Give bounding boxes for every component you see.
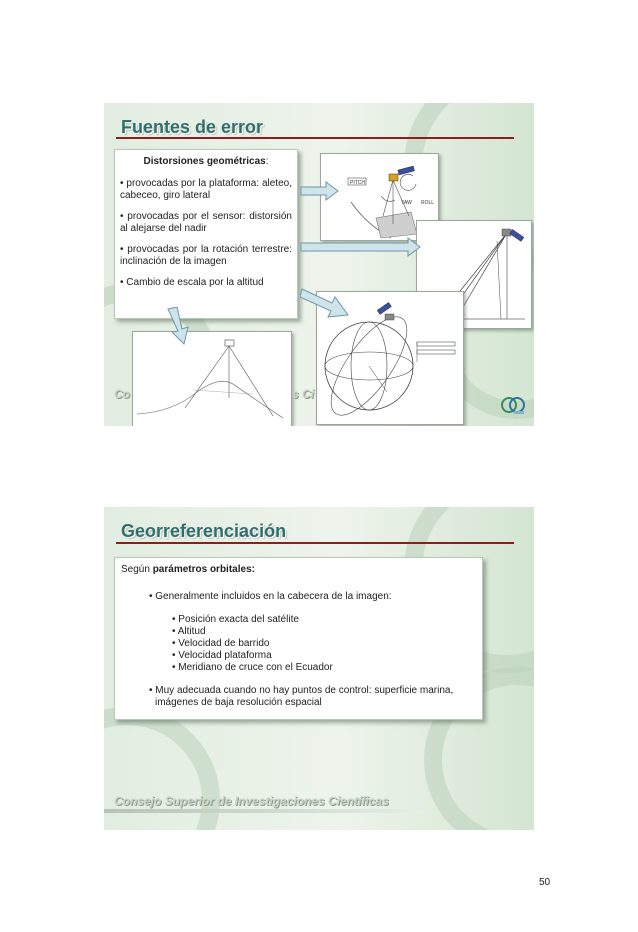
intro-text: Según bbox=[121, 564, 153, 575]
footer-text: Co bbox=[114, 387, 130, 401]
pitch-label: PITCH bbox=[350, 180, 365, 186]
roll-label: ROLL bbox=[421, 200, 435, 206]
csic-logo-icon bbox=[500, 396, 526, 416]
footer-bar bbox=[104, 809, 424, 813]
arrow-icon bbox=[300, 237, 422, 257]
distortions-heading: Distorsiones geométricas bbox=[143, 156, 266, 167]
page-number: 50 bbox=[539, 877, 551, 888]
header-note: • Generalmente incluidos en la cabecera de la imagen: bbox=[149, 591, 392, 602]
footer-text: Consejo Superior de Investigaciones Científicas bbox=[114, 794, 389, 808]
parameter-item: • Posición exacta del satélite bbox=[172, 614, 299, 625]
distortion-item: • provocadas por la rotación terrestre: inclinación de la imagen bbox=[120, 244, 292, 267]
intro-bold-text: parámetros orbitales: bbox=[152, 564, 255, 575]
parameter-item: • Altitud bbox=[172, 626, 206, 637]
altitude-scale-diagram bbox=[132, 331, 292, 426]
footer-text: s Ci bbox=[292, 387, 315, 401]
slide-title: Georreferenciación bbox=[121, 521, 287, 541]
distortion-item: • provocadas por la plataforma: aleteo, cabeceo, giro lateral bbox=[120, 178, 292, 201]
title-rule bbox=[116, 542, 514, 544]
slide-fuentes-de-error bbox=[104, 103, 534, 426]
arrow-icon bbox=[300, 279, 352, 319]
parameter-item: • Meridiano de cruce con el Ecuador bbox=[172, 662, 333, 673]
distortion-item: • Cambio de escala por la altitud bbox=[120, 277, 264, 288]
orbital-parameters-box bbox=[114, 557, 483, 720]
distortion-item: • provocadas por el sensor: distorsión al alejarse del nadir bbox=[120, 211, 292, 234]
distortions-box bbox=[114, 149, 298, 319]
altitude-profile-illustration bbox=[133, 332, 291, 426]
slide-title: Fuentes de error bbox=[121, 117, 264, 137]
arrow-icon bbox=[300, 181, 340, 201]
distortions-heading-colon: : bbox=[265, 156, 269, 167]
usage-note: • Muy adecuada cuando no hay puntos de control: superficie marina, bbox=[149, 685, 454, 696]
parameter-item: • Velocidad plataforma bbox=[172, 650, 272, 661]
usage-note-continued: imágenes de baja resolución espacial bbox=[155, 697, 322, 708]
parameter-item: • Velocidad de barrido bbox=[172, 638, 270, 649]
yaw-label: YAW bbox=[401, 200, 412, 206]
slide-georreferenciacion bbox=[104, 507, 534, 830]
title-rule bbox=[116, 137, 514, 139]
arrow-icon bbox=[166, 307, 192, 345]
